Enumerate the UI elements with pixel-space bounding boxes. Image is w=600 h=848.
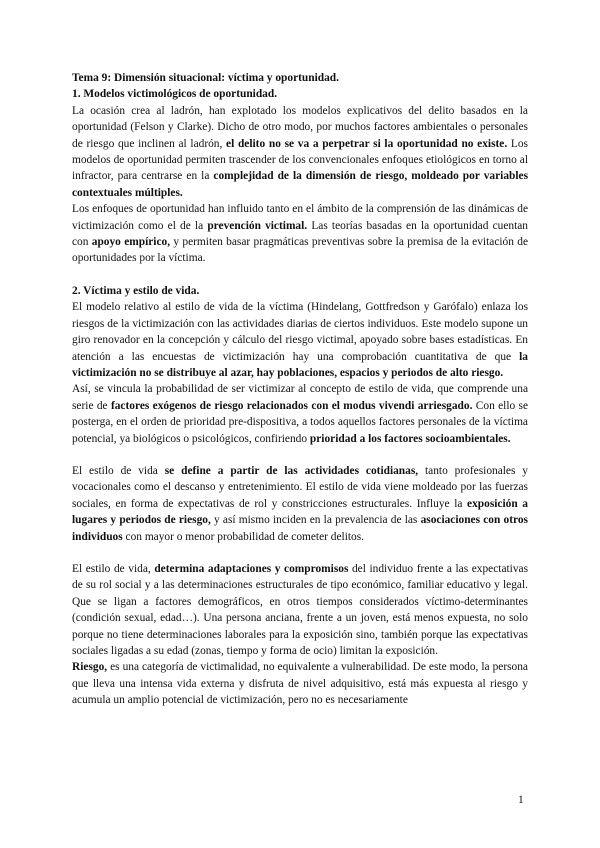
spacer <box>72 447 528 463</box>
spacer <box>72 545 528 561</box>
document-title: Tema 9: Dimensión situacional: víctima y oportunidad. <box>72 72 339 84</box>
paragraph-enfoques: Los enfoques de oportunidad han influido tanto en el ámbito de la comprensión de las dinámicas de victimización como el de la prevención victimal. Las teorías basadas en la oportunidad cuentan con apoyo empírico, y permiten basar pragmáticas preventivas sobre la premisa de la evitación de oportunidades por la víctima. <box>72 203 528 265</box>
paragraph-actividades-cotidianas: El estilo de vida se define a partir de las actividades cotidianas, tanto profesionales y vocacionales como el descanso y entretenimiento. El estilo de vida viene moldeado por las fuerzas sociales, en forma de expectativas de rol y constricciones estructurales. Influye la exposición a lugares y periodos de riesgo, y así mismo inciden en la prevalencia de las asociaciones con otros individuos con mayor o menor probabilidad de cometer delitos. <box>72 464 528 543</box>
paragraph-modelo-estilo-vida: El modelo relativo al estilo de vida de la víctima (Hindelang, Gottfredson y Garófalo) enlaza los riesgos de la victimización con las actividades diarias de ciertos individuos. Este modelo supone un giro renovador en la concepción y cálculo del riesgo victimal, apoyado sobre bases estadísticas. En atención a las encuestas de victimización hay una comprobación cuantitativa de que la victimización no se distribuye al azar, hay poblaciones, espacios y periodos de alto riesgo. <box>72 301 528 379</box>
paragraph-riesgo: Riesgo, es una categoría de victimalidad, no equivalente a vulnerabilidad. De este modo, la persona que lleva una intensa vida externa y disfruta de nivel adquisitivo, está más expuesta al riesgo y acumula un amplio potencial de victimización, pero no es necesariamente <box>72 661 528 707</box>
section-1-heading: 1. Modelos victimológicos de oportunidad. <box>72 88 278 101</box>
paragraph-oportunidad: La ocasión crea al ladrón, han explotado los modelos explicativos del delito basados en la oportunidad (Felson y Clarke). Dicho de otro modo, por muchos factores ambientales o personales de riesgo que inclinen al ladrón, el delito no se va a perpetrar si la oportunidad no existe. Los modelos de oportunidad permiten trascender de los convencionales enfoques etiológicos en torno al infractor, para centrarse en la complejidad de la dimensión de riesgo, moldeado por variables contextuales múltiples. <box>72 104 528 199</box>
spacer <box>72 267 528 283</box>
section-2-heading: 2. Víctima y estilo de vida. <box>72 284 200 297</box>
document-body <box>72 70 528 709</box>
paragraph-factores-exogenos: Así, se vincula la probabilidad de ser victimizar al concepto de estilo de vida, que comprende una serie de factores exógenos de riesgo relacionados con el modus vivendi arriesgado. Con ello se posterga, en el orden de prioridad pre-dispositiva, a todos aquellos factores personales de la víctima potencial, ya biológicos o psicológicos, confiriendo prioridad a los factores socioambientales. <box>72 383 529 445</box>
page-number: 1 <box>518 794 524 806</box>
paragraph-adaptaciones: El estilo de vida, determina adaptaciones y compromisos del individuo frente a las expectativas de su rol social y a las determinaciones estructurales de tipo económico, familiar educativo y legal. Que se ligan a factores demográficos, en otros tiempos considerados víctimo-determinantes (condición sexual, edad…). Una persona anciana, frente a un joven, está menos expuesta, no solo porque no tiene determinaciones laborales para la exposición sino, también porque las expectativas sociales ligadas a su edad (zonas, tiempo y forma de ocio) limitan la exposición. <box>72 562 529 657</box>
